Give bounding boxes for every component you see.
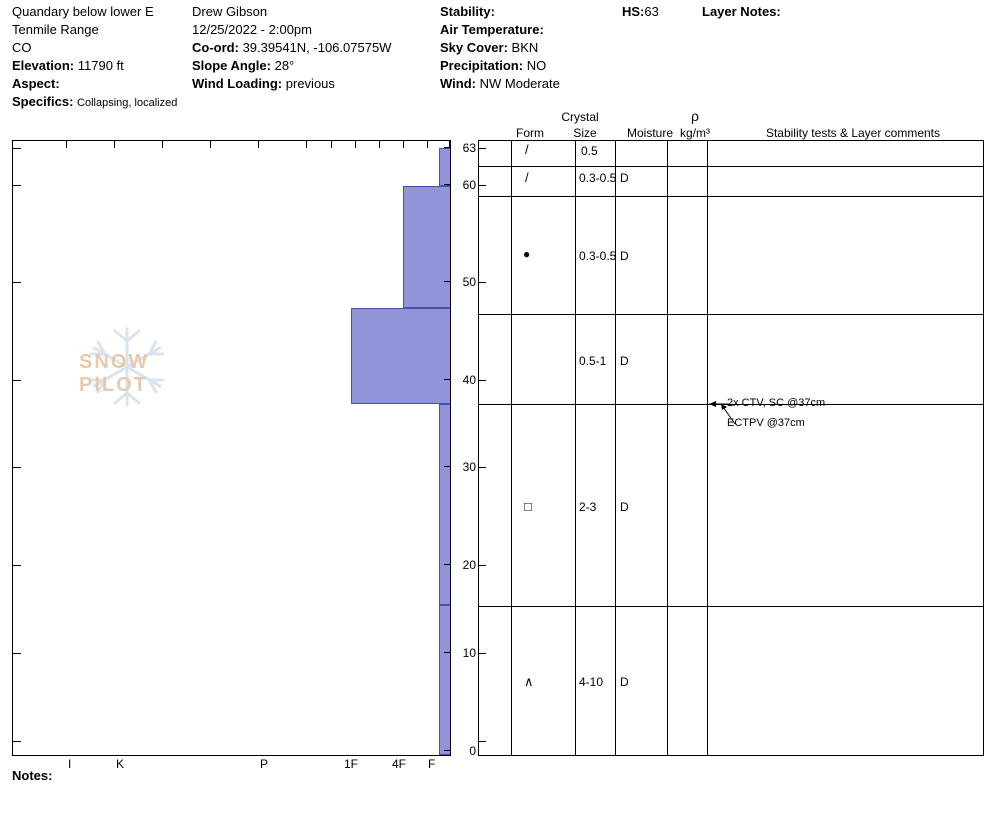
size-header: Size [573,126,597,140]
density-units-header: kg/m³ [680,126,710,140]
table-depth-tick [479,282,486,283]
location-line-1: Quandary below lower E [12,4,154,19]
wind-label: Wind: [440,76,476,91]
specifics-label: Specifics: [12,94,74,109]
hardness-label-f: F [428,757,436,771]
table-depth-tick [479,467,486,468]
elevation-row [12,58,124,73]
coord-value: 39.39541N, -106.07575W [242,40,392,55]
depth-label-10: 10 [462,646,476,660]
hs-value: 63 [644,4,659,19]
layer-bar-3 [351,308,451,404]
form-header: Form [516,126,544,140]
grain-form-symbol-faceted-crystals: □ [524,499,532,514]
stability-tests-header: Stability tests & Layer comments [765,126,941,140]
observer-name: Drew Gibson [192,4,268,19]
elevation-label: Elevation: [12,58,75,73]
grain-size-value: 4-10 [579,675,604,689]
specifics-row [12,94,177,109]
location-line-2: Tenmile Range [12,22,99,37]
precipitation-value: NO [526,58,547,73]
table-row-divider [479,314,983,315]
depth-label-0: 0 [469,744,476,758]
stability-comment-1: 2x CTV, SC @37cm [727,397,826,409]
grain-size-value: 0.3-0.5 [579,171,617,185]
precipitation-label: Precipitation: [440,58,524,73]
moisture-value: D [620,354,629,368]
hardness-label-p: P [260,757,269,771]
table-row-divider [479,166,983,167]
moisture-header: Moisture [626,126,673,140]
slope-angle-value: 28° [274,58,295,73]
elevation-value: 11790 ft [77,58,124,73]
wind-loading-row [192,76,335,91]
grain-form-symbol-rounded-grains: ● [523,247,531,261]
grain-size-value: 0.5 [581,144,598,158]
crystal-header: Crystal [561,110,599,124]
table-row-divider [479,606,983,607]
moisture-value: D [620,675,629,689]
hardness-bars [13,141,449,755]
grain-size-value: 2-3 [579,500,597,514]
depth-label-63: 63 [462,141,476,155]
depth-label-50: 50 [462,275,476,289]
depth-label-20: 20 [462,558,476,572]
table-col-divider [707,141,708,755]
hs-row [622,4,659,19]
depth-label-30: 30 [462,460,476,474]
observation-datetime: 12/25/2022 - 2:00pm [192,22,312,37]
wind-row [440,76,560,91]
depth-label-60: 60 [462,178,476,192]
table-depth-tick [479,380,486,381]
table-col-divider [667,141,668,755]
stability-comment-2: ECTPV @37cm [727,417,805,429]
coord-row [192,40,391,55]
layer-table-header [478,108,984,140]
sky-cover-label: Sky Cover: [440,40,508,55]
hardness-label-i: I [68,757,72,771]
aspect-label: Aspect: [12,76,60,91]
grain-size-value: 0.3-0.5 [579,249,617,263]
air-temperature-label: Air Temperature: [440,22,544,37]
stability-row [440,4,495,19]
hs-label: HS: [622,4,645,19]
wind-loading-value: previous [285,76,335,91]
table-depth-tick [479,741,486,742]
table-row-divider [479,196,983,197]
sky-cover-row [440,40,538,55]
grain-form-symbol-precip-particles: / [525,142,529,157]
hardness-profile-chart [12,140,450,756]
rho-header: ρ [691,108,699,124]
wind-loading-label: Wind Loading: [192,76,283,91]
slope-angle-row [192,58,294,73]
moisture-value: D [620,500,629,514]
table-depth-tick [479,185,486,186]
table-depth-tick [479,653,486,654]
depth-label-40: 40 [462,373,476,387]
table-col-divider [511,141,512,755]
aspect-row [12,76,60,91]
depth-axis-labels [450,140,476,756]
moisture-value: D [620,249,629,263]
snowpilot-watermark-text: SNOW PILOT [79,351,150,396]
precipitation-row [440,58,546,73]
location-line-3: CO [12,40,32,55]
hardness-label-4f: 4F [392,757,407,771]
stability-label: Stability: [440,4,495,19]
coord-label: Co-ord: [192,40,239,55]
table-depth-tick [479,565,486,566]
table-col-divider [575,141,576,755]
layer-bar-2 [403,186,451,308]
hardness-label-k: K [116,757,125,771]
layer-table [478,140,984,756]
grain-size-value: 0.5-1 [579,354,607,368]
grain-form-symbol-depth-hoar: ∧ [524,674,534,689]
layer-notes-label: Layer Notes: [702,4,781,19]
hardness-label-1f: 1F [344,757,359,771]
moisture-value: D [620,171,629,185]
wind-value: NW Moderate [479,76,560,91]
notes-label: Notes: [12,768,53,783]
table-col-divider [615,141,616,755]
air-temperature-row [440,22,544,37]
grain-form-symbol-precip-particles: / [525,170,529,185]
hardness-scale-labels [12,757,450,773]
profile-header [0,0,994,112]
sky-cover-value: BKN [511,40,539,55]
table-depth-tick [479,148,486,149]
slope-angle-label: Slope Angle: [192,58,271,73]
specifics-value: Collapsing, localized [77,97,178,109]
